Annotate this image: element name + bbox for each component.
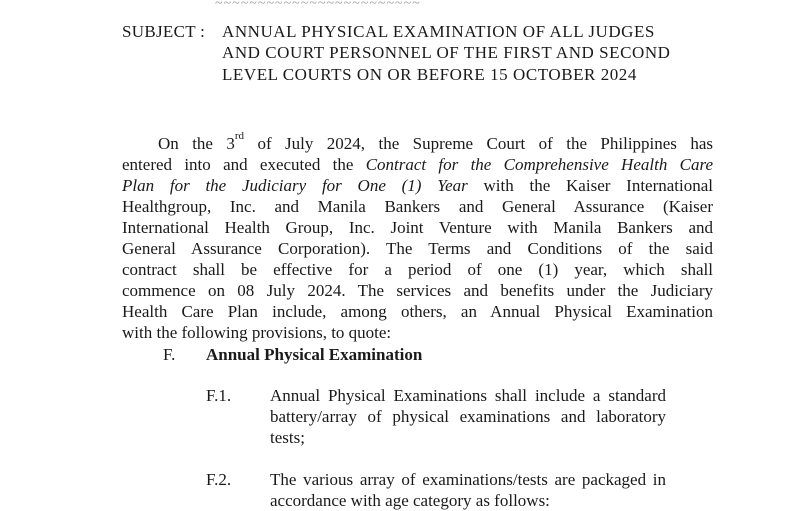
item-f1-line-2: battery/array of physical examinations and laboratory bbox=[270, 407, 666, 426]
paragraph-line-9: Health Care Plan include, among others, an Annual Physical Examination bbox=[122, 302, 713, 321]
contract-title-part-1: Contract for the Comprehensive Health Care bbox=[365, 155, 714, 174]
item-f2-line-1: The various array of examinations/tests are packaged in bbox=[270, 470, 666, 489]
subject-label: SUBJECT : bbox=[122, 22, 206, 41]
paragraph-line-10: with the following provisions, to quote: bbox=[122, 323, 392, 342]
paragraph-line-6: General Assurance Corporation). The Terms and Conditions of the said bbox=[122, 239, 713, 258]
item-number-f1: F.1. bbox=[206, 386, 232, 405]
paragraph-line-3: Plan for the Judiciary for One (1) Year with the Kaiser International bbox=[122, 176, 714, 195]
ordinal-suffix: rd bbox=[234, 130, 245, 143]
paragraph-line-5: International Health Group, Inc. Joint Venture with Manila Bankers and bbox=[122, 218, 713, 237]
item-number-f2: F.2. bbox=[206, 470, 232, 489]
header-fragment: ~~~~~~~~~~~~~~~~~~~~~~~~ bbox=[215, 0, 421, 11]
subject-line-2: AND COURT PERSONNEL OF THE FIRST AND SECOND bbox=[222, 43, 671, 62]
paragraph-line-8: commence on 08 July 2024. The services and benefits under the Judiciary bbox=[122, 281, 713, 300]
paragraph-line-1: On the 3rd of July 2024, the Supreme Court of the Philippines has bbox=[158, 130, 713, 153]
item-f1-line-1: Annual Physical Examinations shall include a standard bbox=[270, 386, 666, 405]
item-f1-line-3: tests; bbox=[270, 428, 305, 447]
section-title: Annual Physical Examination bbox=[206, 345, 423, 364]
section-letter: F. bbox=[163, 345, 176, 364]
subject-line-3: LEVEL COURTS ON OR BEFORE 15 OCTOBER 2024 bbox=[222, 65, 637, 84]
paragraph-line-2: entered into and executed the Contract for the Comprehensive Health Care bbox=[122, 155, 714, 174]
contract-title-part-2: Plan for the Judiciary for One (1) Year bbox=[122, 176, 468, 195]
subject-line-1: ANNUAL PHYSICAL EXAMINATION OF ALL JUDGES bbox=[222, 22, 655, 41]
item-f2-line-2: accordance with age category as follows: bbox=[270, 491, 550, 510]
paragraph-line-7: contract shall be effective for a period of one (1) year, which shall bbox=[122, 260, 713, 279]
paragraph-line-4: Healthgroup, Inc. and Manila Bankers and General Assurance (Kaiser bbox=[122, 197, 713, 216]
